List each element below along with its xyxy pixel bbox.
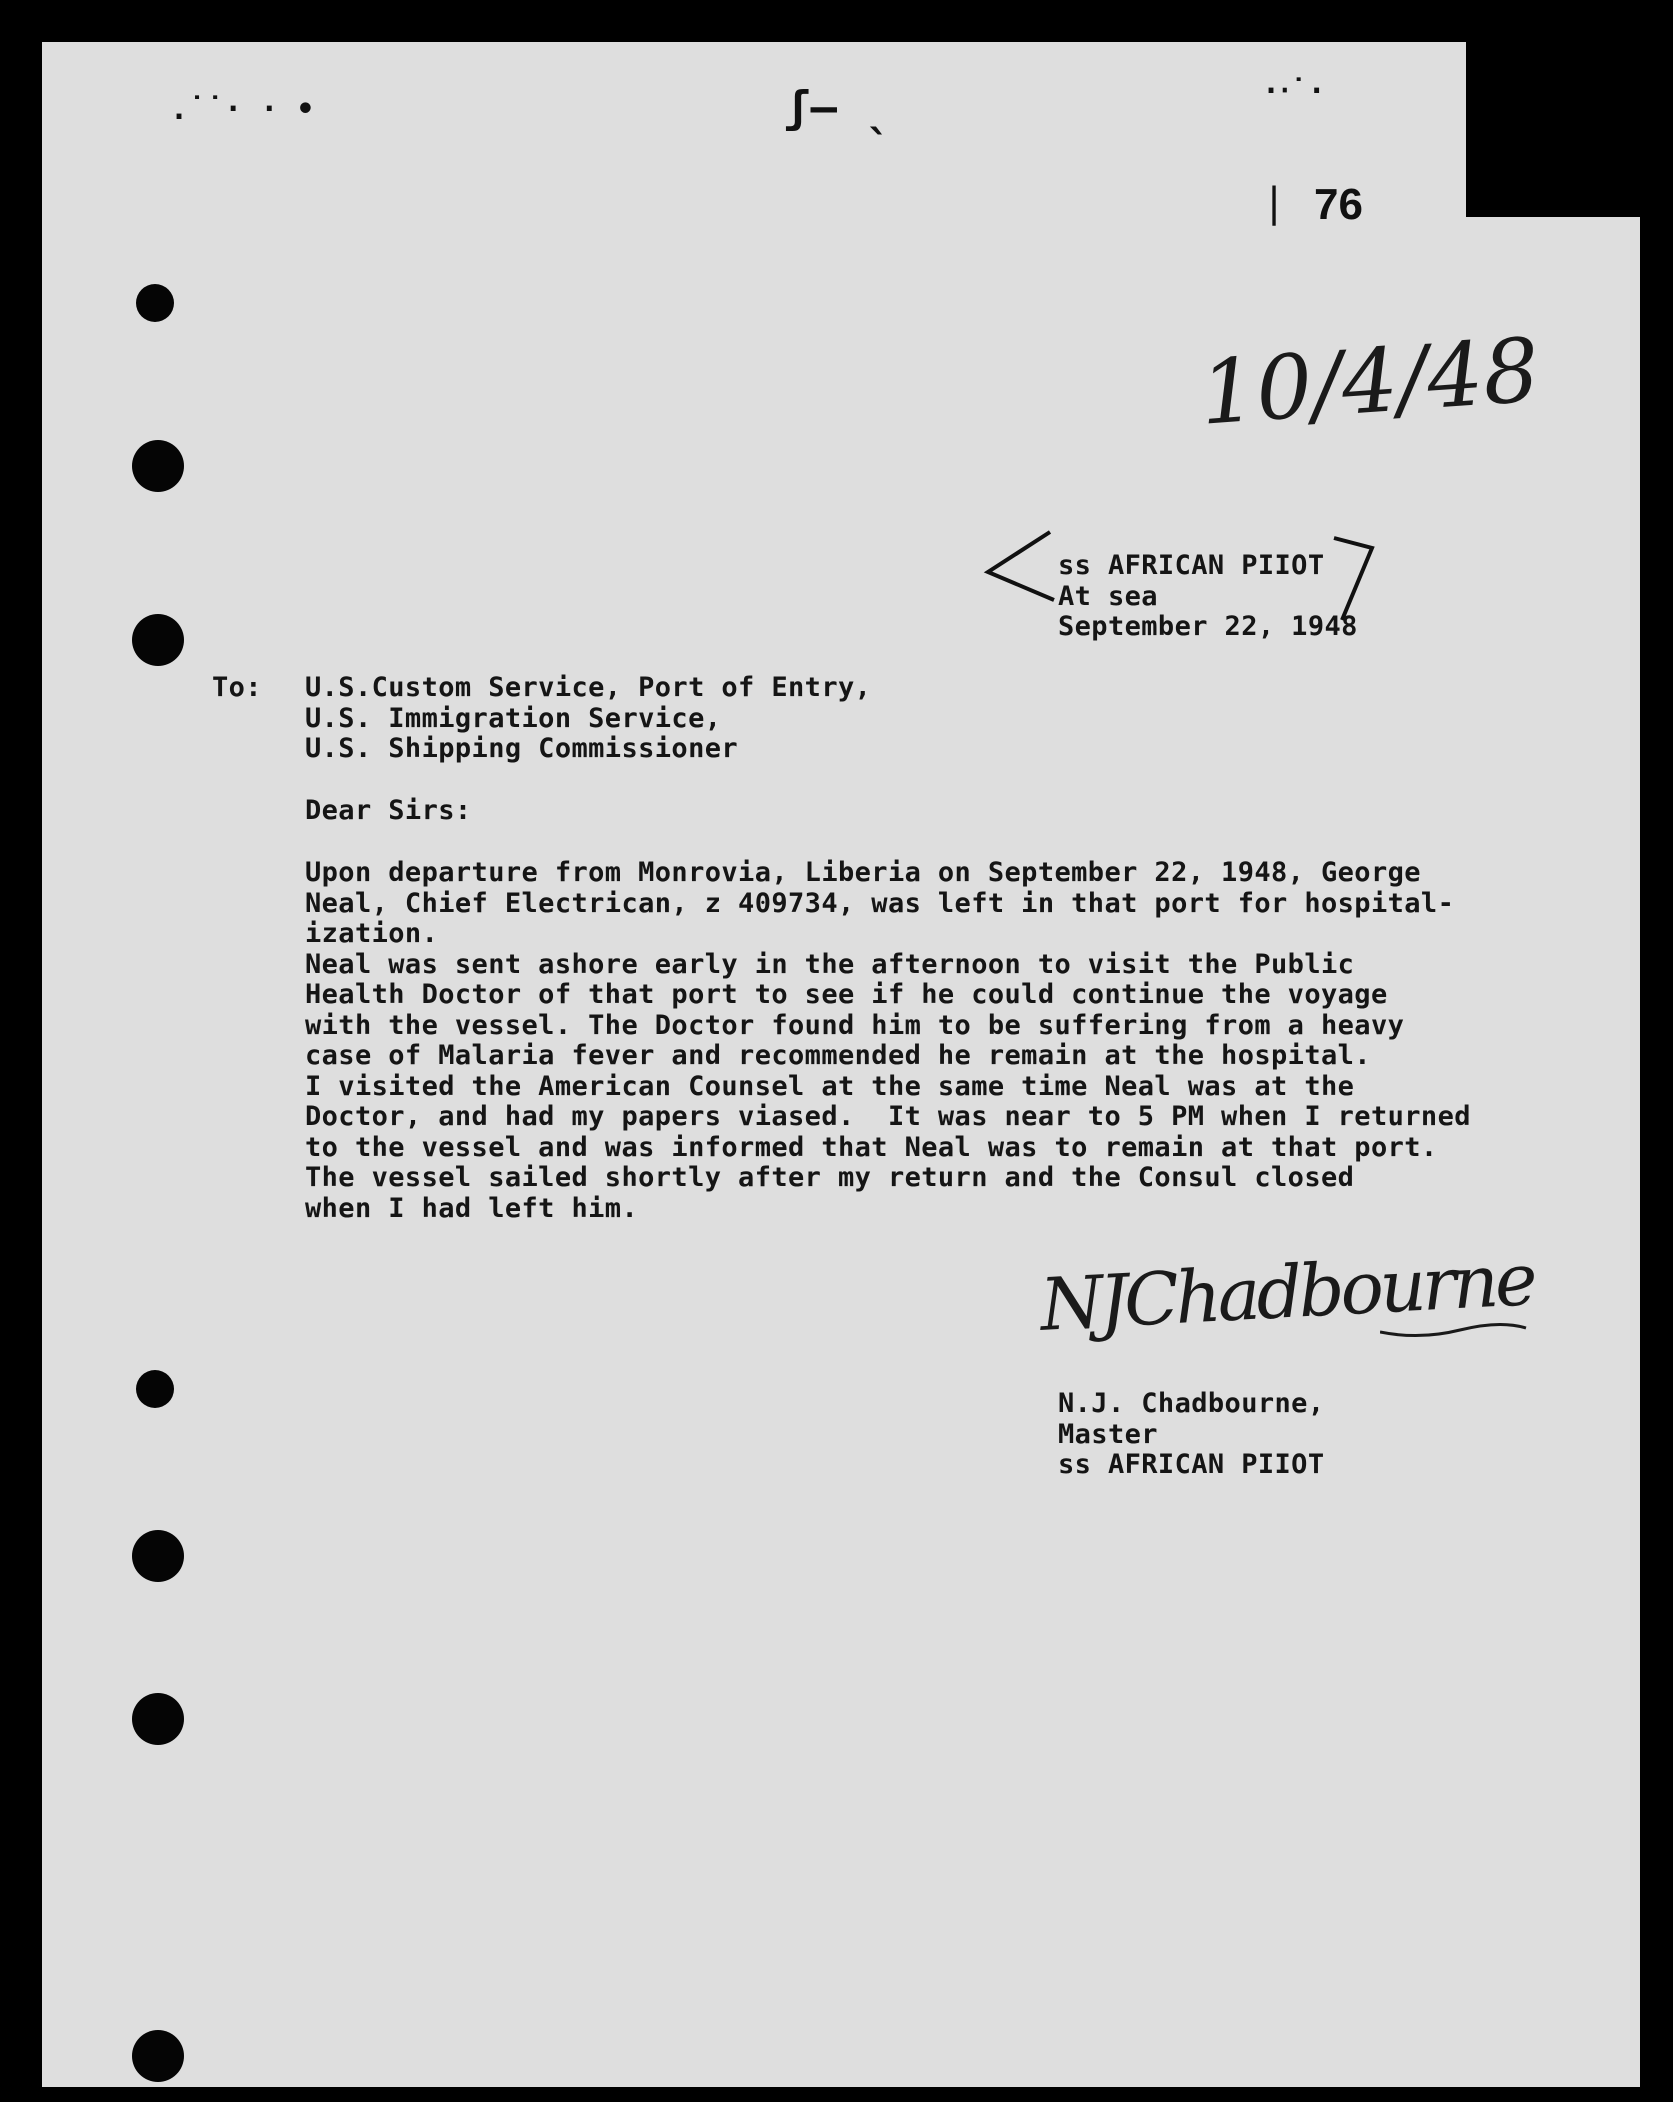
- left-bracket-mark: [988, 532, 1054, 600]
- page-number: 76: [1314, 180, 1363, 229]
- signer-name: N.J. Chadbourne,: [1058, 1388, 1325, 1419]
- recipient-line: U.S. Shipping Commissioner: [305, 733, 739, 764]
- recipient-line: U.S.Custom Service, Port of Entry,: [305, 672, 872, 703]
- right-bracket-mark: [1334, 538, 1372, 620]
- recipient-line: U.S. Immigration Service,: [305, 703, 722, 734]
- sender-location: At sea: [1058, 581, 1158, 612]
- body-line: Health Doctor of that port to see if he could continue the voyage: [305, 979, 1388, 1010]
- punch-hole-5: [132, 1530, 184, 1582]
- punch-hole-2: [132, 440, 184, 492]
- body-line: Upon departure from Monrovia, Liberia on September 22, 1948, George: [305, 857, 1421, 888]
- top-mark-center: ʃ— ˎ: [784, 82, 890, 133]
- signature-flourish: [1380, 1318, 1530, 1348]
- sender-date: September 22, 1948: [1058, 611, 1358, 642]
- signer-title: Master: [1058, 1419, 1158, 1450]
- body-line: case of Malaria fever and recommended he remain at the hospital.: [305, 1040, 1371, 1071]
- handwritten-signature: NJChadbourne: [1038, 1237, 1536, 1347]
- body-line: Neal was sent ashore early in the afternoon to visit the Public: [305, 949, 1355, 980]
- punch-hole-3: [132, 614, 184, 666]
- punch-hole-1: [136, 284, 174, 322]
- body-line: to the vessel and was informed that Neal was to remain at that port.: [305, 1132, 1438, 1163]
- body-line: with the vessel. The Doctor found him to be suffering from a heavy: [305, 1010, 1405, 1041]
- signer-ship: ss AFRICAN PIIOT: [1058, 1449, 1325, 1480]
- top-mark-right: ·‧˙·: [1262, 74, 1326, 109]
- sender-ship: ss AFRICAN PIIOT: [1058, 550, 1325, 581]
- body-line: ization.: [305, 918, 439, 949]
- punch-hole-6: [132, 1693, 184, 1745]
- body-line: when I had left him.: [305, 1193, 639, 1224]
- handwritten-date: 10/4/48: [1196, 318, 1543, 445]
- body-line: I visited the American Counsel at the same time Neal was at the: [305, 1071, 1355, 1102]
- top-mark-left: .˙˙· · •: [170, 92, 315, 127]
- salutation: Dear Sirs:: [305, 795, 472, 826]
- body-line: Neal, Chief Electrican, z 409734, was left in that port for hospital-: [305, 888, 1455, 919]
- folded-corner: [1466, 42, 1640, 217]
- page-tick: |: [1262, 180, 1287, 226]
- punch-hole-7: [132, 2030, 184, 2082]
- body-line: The vessel sailed shortly after my return and the Consul closed: [305, 1162, 1355, 1193]
- body-line: Doctor, and had my papers viased. It was near to 5 PM when I returned: [305, 1101, 1471, 1132]
- recipients-label: To:: [212, 672, 262, 703]
- punch-hole-4: [136, 1370, 174, 1408]
